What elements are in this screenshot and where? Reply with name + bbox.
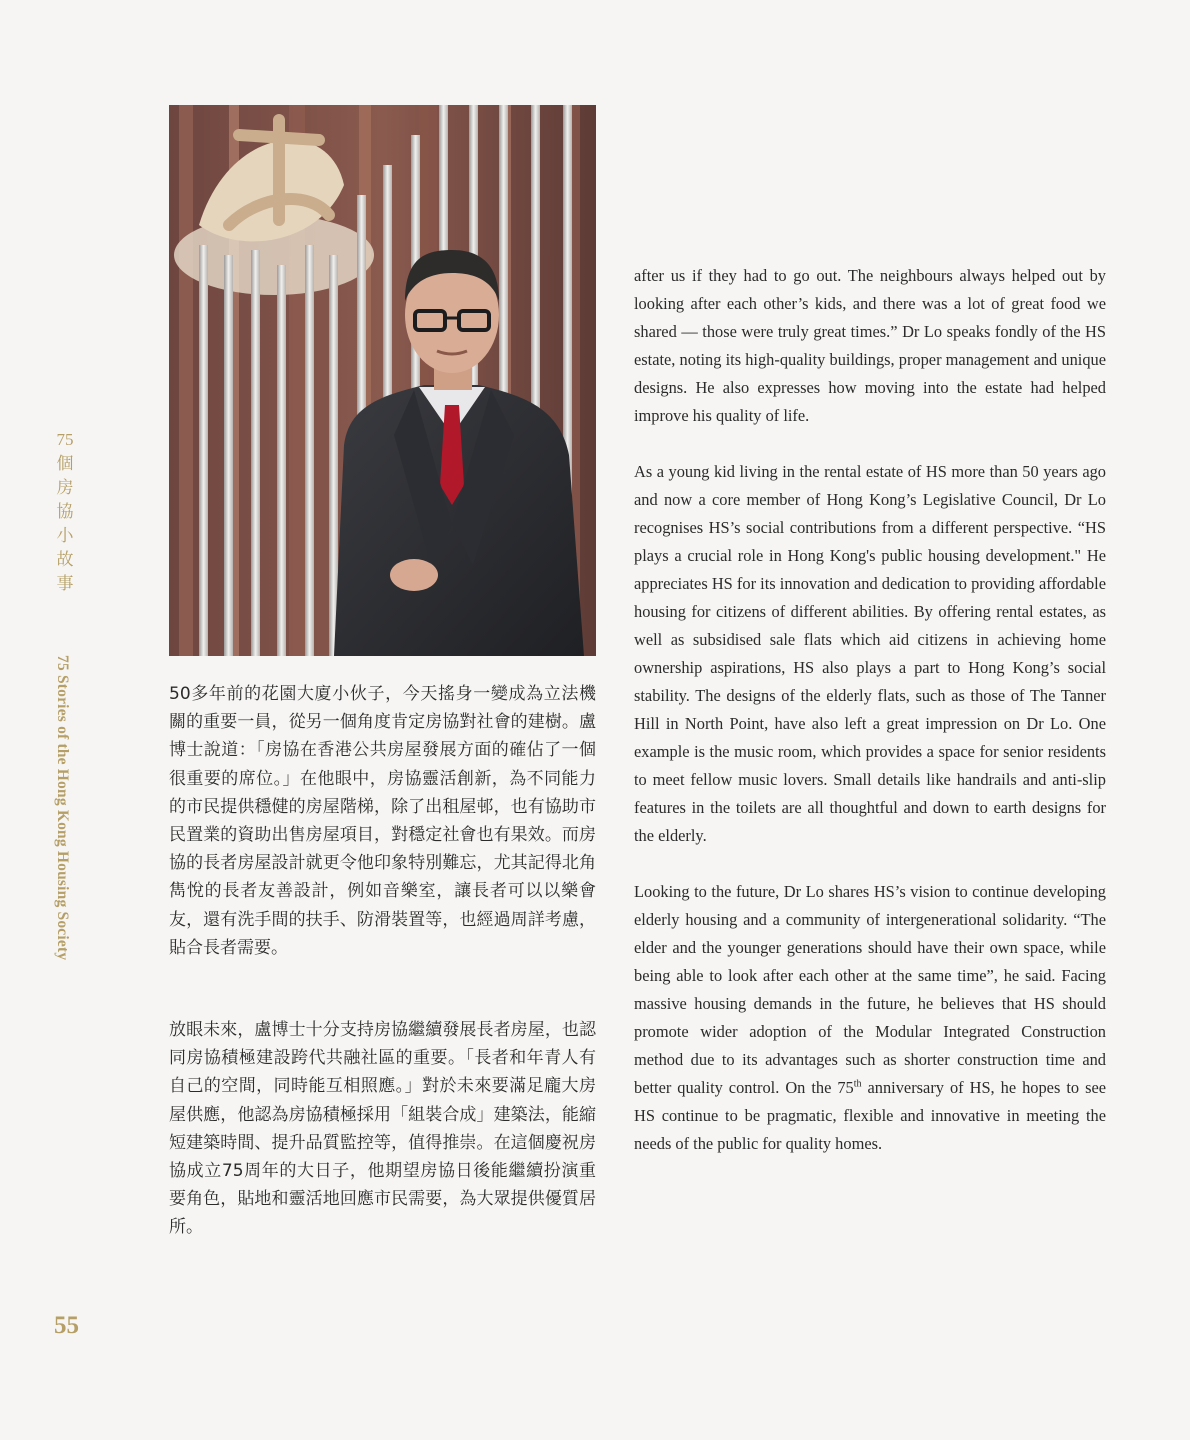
sidebar-cn-char: 房 [56,478,74,497]
chinese-paragraph-2: 放眼未來，盧博士十分支持房協繼續發展長者房屋，也認同房協積極建設跨代共融社區的重要。「長者和年青人有自己的空間，同時能互相照應。」對於未來要滿足龐大房屋供應，他認為房協積極採用「組裝合成」建築法，能縮短建築時間、提升品質監控等，值得推崇。在這個慶祝房協成立75周年的大日子，他期望房協日後能繼續扮演重要角色，貼地和靈活地回應市民需要，為大眾提供優質居所。 [169,1020,596,1238]
english-paragraph-3-part-a: Looking to the future, Dr Lo shares HS’s vision to continue developing elderly housing and a community of intergenerational solidarity. “The elder and the younger generations should have their own space, while being able to look after each other at the same time”, he said. Facing massive housing demands in the future, he believes that HS should promote wider adoption of the Modular Integrated Construction method due to its advantages such as shorter construction time and better quality control. On the 75 [634,882,1106,1097]
sidebar-cn-char: 故 [56,550,74,569]
english-paragraph-3 [634,878,1106,1158]
sidebar-cn-char: 小 [56,526,74,545]
english-paragraph-3-part-b: anniversary of HS, he hopes to see HS continue to be pragmatic, flexible and innovative in meeting the needs of the public for quality homes. [634,1078,1106,1153]
portrait-photo [169,105,596,656]
english-paragraph-2: As a young kid living in the rental estate of HS more than 50 years ago and now a core member of Hong Kong’s Legislative Council, Dr Lo recognises HS’s social contributions from a different perspective. “HS plays a crucial role in Hong Kong's public housing development." He appreciates HS for its innovation and dedication to providing affordable housing for citizens of different abilities. By offering rental estates, as well as subsidised sale flats which aid citizens in achieving home ownership aspirations, HS also plays a part to Hong Kong’s social stability. The designs of the elderly flats, such as those of The Tanner Hill in North Point, have also left a great impression on Dr Lo. One example is the music room, which provides a space for senior residents to meet fellow music lovers. Small details like handrails and anti-slip features in the toilets are all thoughtful and down to earth designs for the elderly. [634,462,1106,845]
page-number: 55 [54,1312,79,1339]
sidebar-chinese-title [52,428,78,596]
ordinal-superscript: th [853,1078,862,1090]
sidebar-cn-char: 個 [56,454,74,473]
sidebar-cn-char: 事 [56,574,74,593]
sidebar-cn-char: 協 [56,502,74,521]
sidebar-english-title: 75 Stories of the Hong Kong Housing Society [54,655,71,961]
chinese-paragraph-1: 50多年前的花園大廈小伙子，今天搖身一變成為立法機關的重要一員，從另一個角度肯定房協對社會的建樹。盧博士說道：「房協在香港公共房屋發展方面的確佔了一個很重要的席位。」在他眼中，房協靈活創新，為不同能力的市民提供穩健的房屋階梯，除了出租屋邨，也有協助市民置業的資助出售房屋項目，對穩定社會也有果效。而房協的長者房屋設計就更令他印象特別難忘，尤其記得北角雋悅的長者友善設計，例如音樂室，讓長者可以以樂會友，還有洗手間的扶手、防滑裝置等，也經過周詳考慮，貼合長者需要。 [169,684,596,958]
english-paragraph-1: after us if they had to go out. The neighbours always helped out by looking after each other’s kids, and there was a lot of great food we shared — those were truly great times.” Dr Lo speaks fondly of the HS estate, noting its high-quality buildings, proper management and unique designs. He also expresses how moving into the estate had helped improve his quality of life. [634,266,1106,425]
sidebar-cn-char: 75 [56,430,74,449]
